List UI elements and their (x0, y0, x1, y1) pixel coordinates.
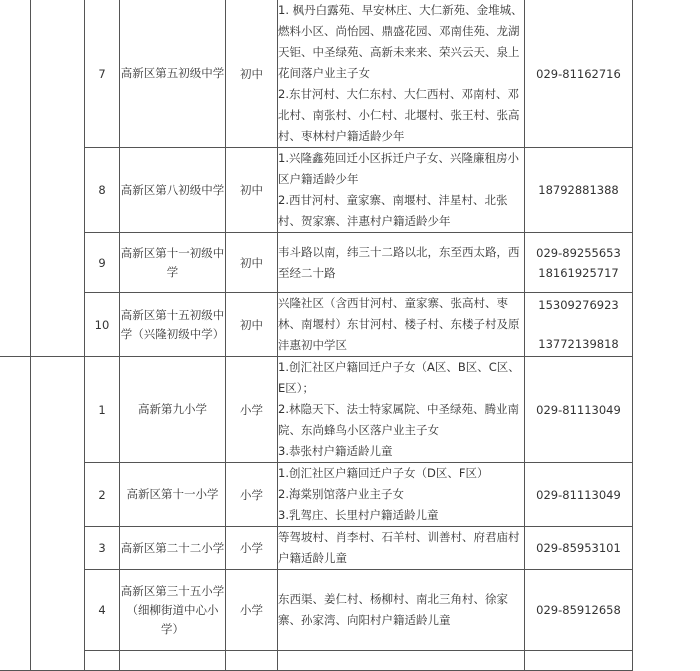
school-name: 高新区第三十五小学（细柳街道中心小学） (120, 570, 226, 651)
contact-phone (525, 463, 633, 527)
table-row (0, 233, 633, 293)
area-line: 2.林隐天下、法士特家属院、中圣绿苑、腾业南院、东尚蜂鸟小区落户业主子女 (278, 402, 519, 437)
phone-number: 029-85953101 (536, 541, 621, 555)
row-index: 1 (85, 357, 120, 463)
contact-phone (525, 357, 633, 463)
school-level: 初中 (226, 148, 278, 233)
enrollment-area (278, 293, 525, 357)
phone-number: 029-81113049 (536, 402, 621, 417)
school-name (120, 651, 226, 671)
area-line: 2.西甘河村、童家寨、南堰村、沣星村、北张村、贺家寨、沣惠村户籍适龄少年 (278, 193, 508, 228)
contact-phone (525, 293, 633, 357)
enrollment-area (278, 148, 525, 233)
area-line: 1.创汇社区户籍回迁户子女（A区、B区、C区、E区）； (278, 360, 520, 395)
area-line: 2.海棠别馆落户业主子女 (278, 487, 404, 501)
area-line: 1. 枫丹白露苑、早安林庄、大仁新苑、金堆城、燃料小区、尚怡园、鼎盛花园、邓南佳苑、龙湖天钜、中圣绿苑、高新未来来、荣兴云天、泉上花间落户业主子女 (278, 3, 523, 80)
school-level: 初中 (226, 293, 278, 357)
contact-phone (525, 651, 633, 671)
contact-phone (525, 233, 633, 293)
row-index: 10 (85, 293, 120, 357)
enrollment-area (278, 651, 525, 671)
school-level: 初中 (226, 0, 278, 148)
phone-number: 029-89255653 (536, 245, 621, 260)
school-level: 初中 (226, 233, 278, 293)
enrollment-area (278, 570, 525, 651)
area-line: 3.乳驾庄、长里村户籍适龄儿童 (278, 508, 439, 522)
table-row (0, 357, 633, 463)
enrollment-area (278, 357, 525, 463)
school-name: 高新区第十一初级中学 (120, 233, 226, 293)
district-cell (31, 0, 85, 357)
enrollment-area (278, 527, 525, 570)
phone-number: 18792881388 (538, 183, 619, 197)
table-row (0, 293, 633, 357)
area-line: 东西渠、姜仁村、杨柳村、南北三角村、徐家寨、孙家湾、向阳村户籍适龄儿童 (278, 592, 508, 627)
phone-number: 029-85912658 (536, 603, 621, 617)
phone-number: 029-81162716 (536, 66, 621, 81)
school-name: 高新区第十五初级中学（兴隆初级中学） (120, 293, 226, 357)
contact-phone (525, 148, 633, 233)
contact-phone (525, 570, 633, 651)
area-line: 1.兴隆鑫苑回迁小区拆迁户子女、兴隆廉租房小区户籍适龄少年 (278, 151, 519, 186)
contact-phone (525, 527, 633, 570)
school-level: 小学 (226, 357, 278, 463)
row-index: 9 (85, 233, 120, 293)
area-line: 兴隆社区（含西甘河村、童家寨、张高村、枣林、南堰村）东甘河村、楼子村、东楼子村及原沣惠初中学区 (278, 296, 520, 352)
table-row (0, 0, 633, 148)
row-index: 4 (85, 570, 120, 651)
area-line: 3.恭张村户籍适龄儿童 (278, 444, 393, 458)
table-row (0, 148, 633, 233)
school-name: 高新区第八初级中学 (120, 148, 226, 233)
phone-spacer (525, 315, 632, 334)
area-line: 1.创汇社区户籍回迁户子女（D区、F区） (278, 466, 489, 480)
enrollment-area (278, 463, 525, 527)
table-row (0, 527, 633, 570)
row-index (85, 651, 120, 671)
table-row (0, 570, 633, 651)
region-cell (0, 0, 31, 357)
district-cell (31, 357, 85, 671)
phone-number: 18161925717 (538, 265, 619, 280)
row-index: 3 (85, 527, 120, 570)
row-index: 2 (85, 463, 120, 527)
phone-number: 15309276923 (538, 298, 619, 312)
table-row (0, 651, 633, 671)
school-level: 小学 (226, 463, 278, 527)
school-level: 小学 (226, 570, 278, 651)
school-name: 高新区第十一小学 (120, 463, 226, 527)
school-name: 高新区第二十二小学 (120, 527, 226, 570)
area-line: 等驾坡村、肖李村、石羊村、训善村、府君庙村户籍适龄儿童 (278, 530, 520, 565)
school-level (226, 651, 278, 671)
enrollment-area (278, 0, 525, 148)
area-line: 韦斗路以南，纬三十二路以北，东至西太路，西至经二十路 (278, 244, 520, 280)
contact-phone (525, 0, 633, 148)
table-row (0, 463, 633, 527)
area-line: 2.东甘河村、大仁东村、大仁西村、邓南村、邓北村、南张村、小仁村、北堰村、张王村、张高村、枣林村户籍适龄少年 (278, 87, 520, 143)
phone-number: 13772139818 (538, 337, 619, 351)
school-name: 高新区第五初级中学 (120, 0, 226, 148)
phone-number: 029-81113049 (536, 487, 621, 502)
row-index: 8 (85, 148, 120, 233)
school-name: 高新第九小学 (120, 357, 226, 463)
region-cell (0, 357, 31, 671)
school-level: 小学 (226, 527, 278, 570)
row-index: 7 (85, 0, 120, 148)
enrollment-area (278, 233, 525, 293)
